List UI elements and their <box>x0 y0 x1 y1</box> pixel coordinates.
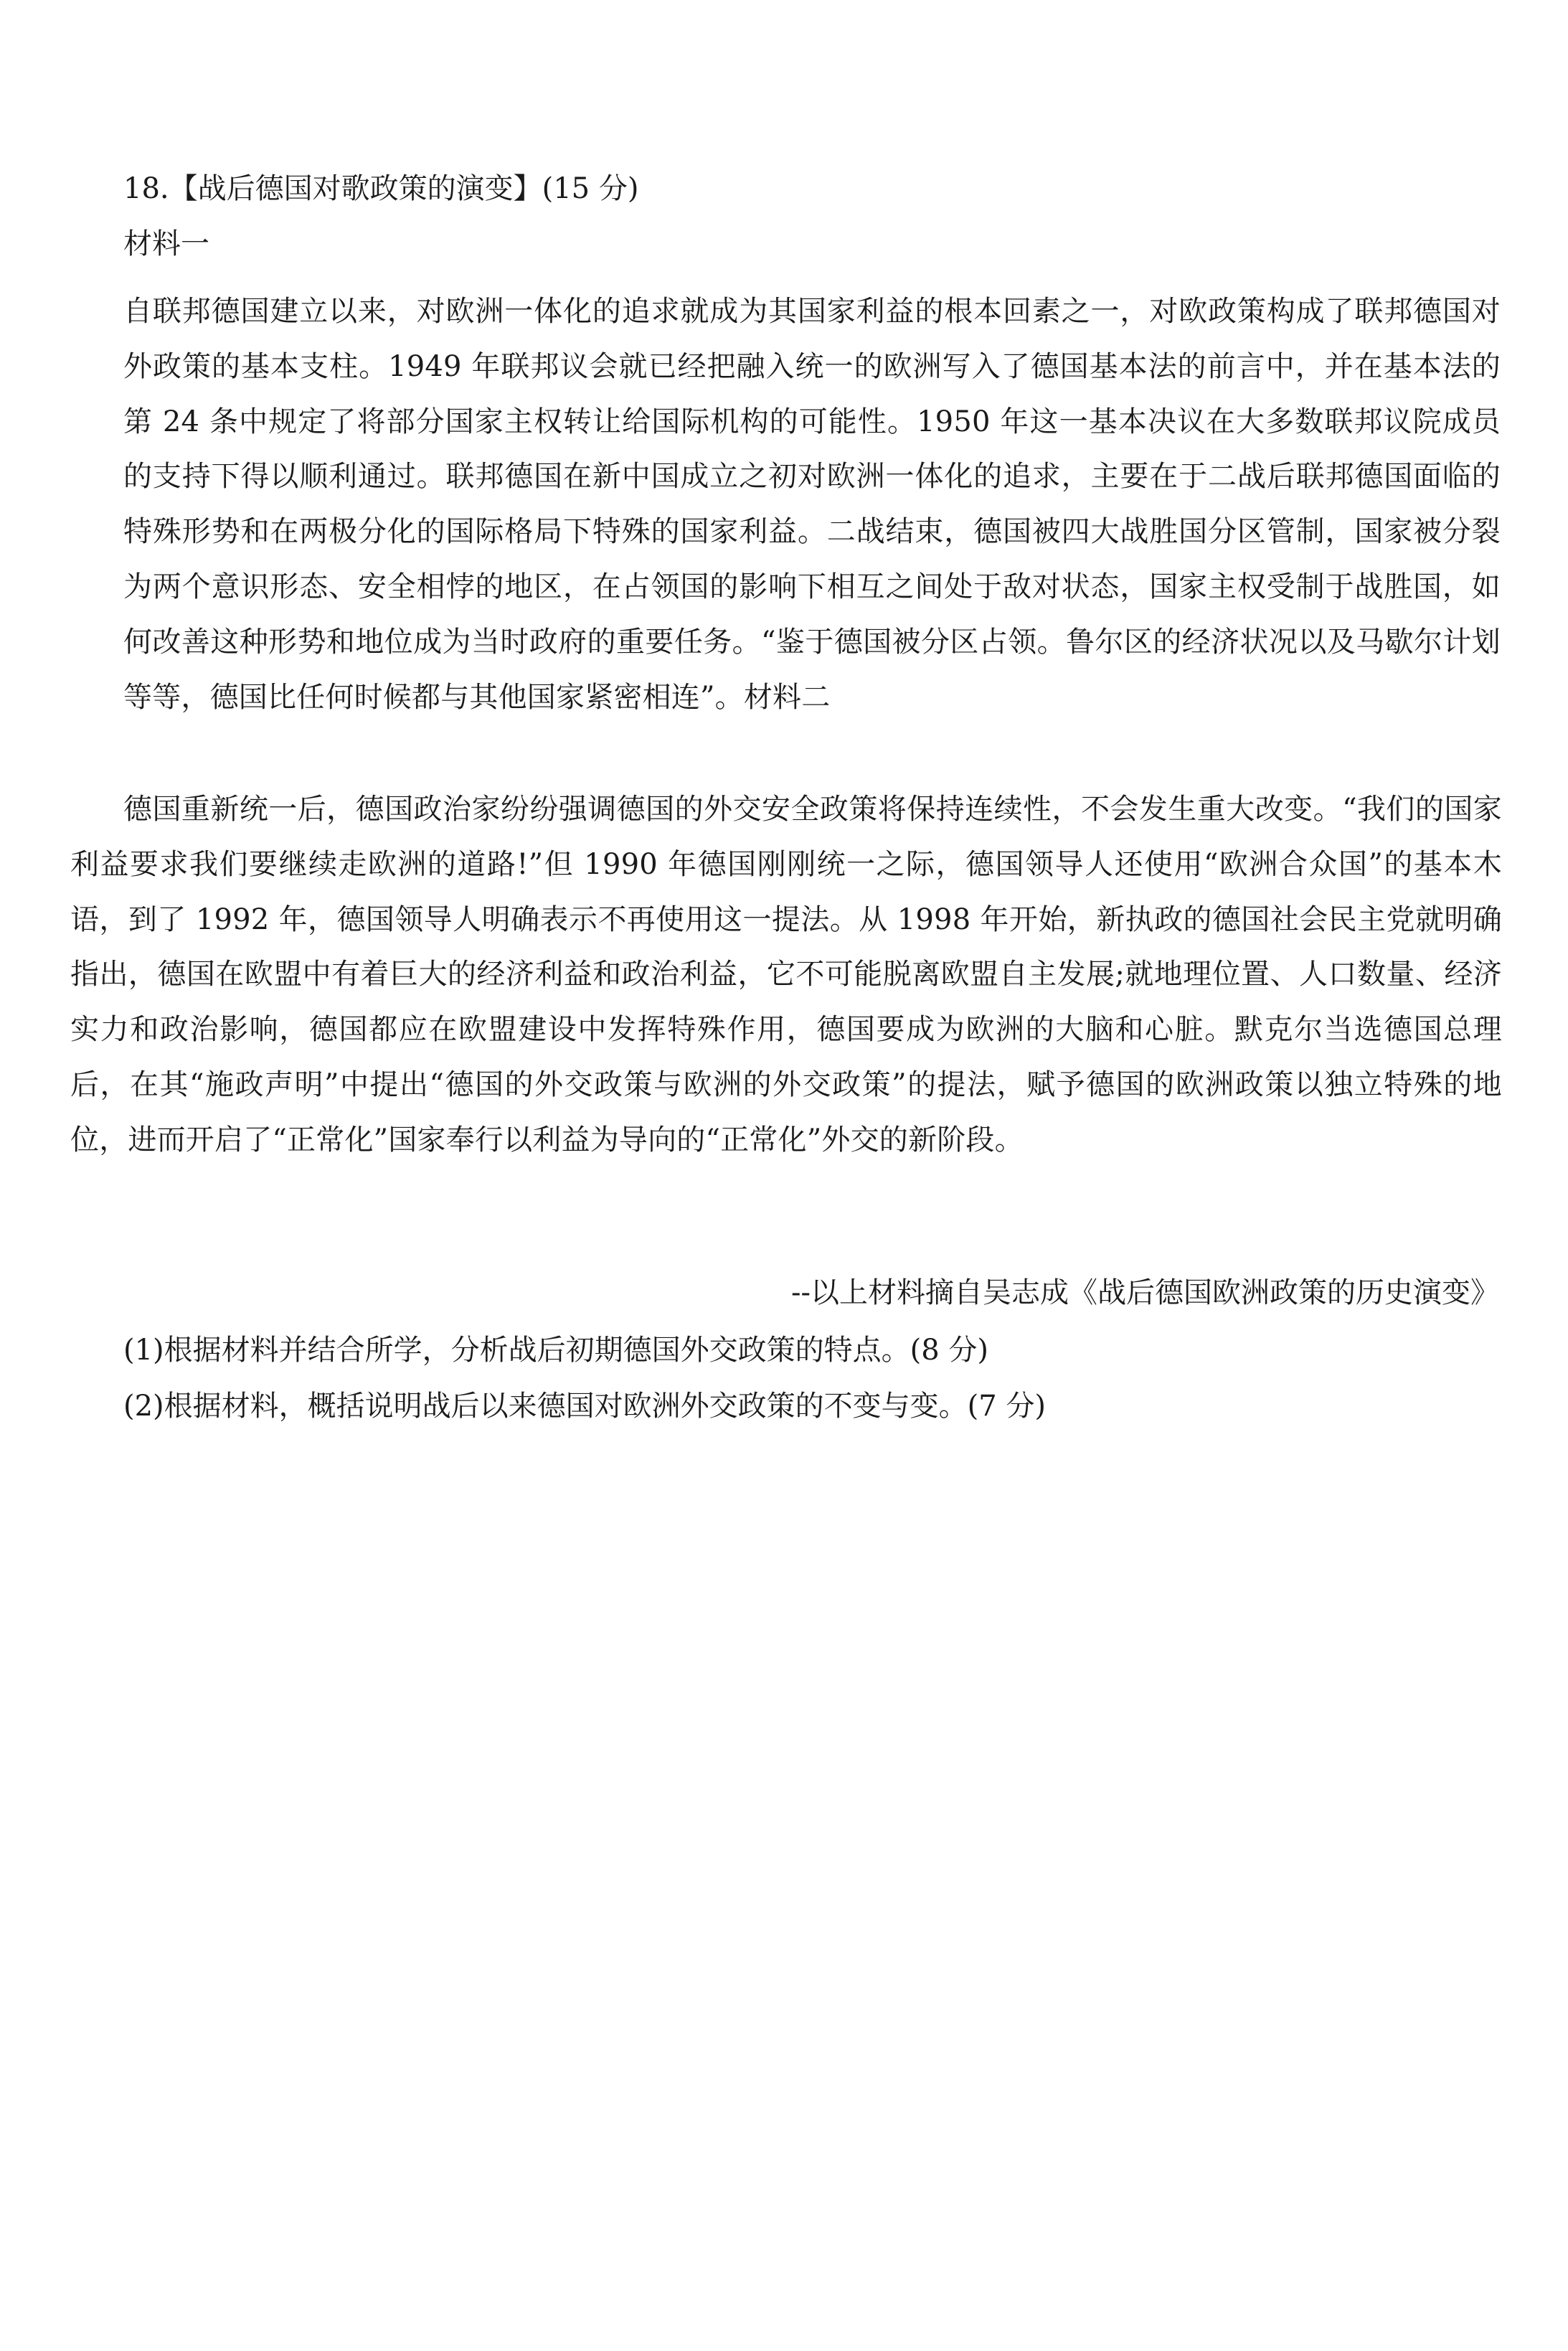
sub-question-1: (1)根据材料并结合所学，分析战后初期德国外交政策的特点。(8 分) <box>123 1334 989 1367</box>
material-1-label: 材料一 <box>123 227 209 260</box>
question-title: 18.【战后德国对歌政策的演变】(15 分) <box>123 172 639 205</box>
sub-question-2: (2)根据材料，概括说明战后以来德国对欧洲外交政策的不变与变。(7 分) <box>123 1390 1047 1423</box>
material-2-paragraph: 德国重新统一后，德国政治家纷纷强调德国的外交安全政策将保持连续性，不会发生重大改变。“我们的国家利益要求我们要继续走欧洲的道路!”但 1990 年德国刚刚统一之际，德国领导人还使用“欧洲合众国”的基本木语，到了 1992 年，德国领导人明确表示不再使用这一提法。从 1998 年开始，新执政的德国社会民主党就明确指出，德国在欧盟中有着巨大的经济利益和政治利益，它不可能脱离欧盟自主发展;就地理位置、人口数量、经济实力和政治影响，德国都应在欧盟建设中发挥特殊作用，德国要成为欧洲的大脑和心脏。默克尔当选德国总理后，在其“施政声明”中提出“德国的外交政策与欧洲的外交政策”的提法，赋予德国的欧洲政策以独立特殊的地位，进而开启了“正常化”国家奉行以利益为导向的“正常化”外交的新阶段。 <box>70 793 1502 1156</box>
source-citation: --以上材料摘自吴志成《战后德国欧洲政策的历史演变》 <box>790 1276 1499 1309</box>
material-1-paragraph: 自联邦德国建立以来，对欧洲一体化的追求就成为其国家利益的根本回素之一，对欧政策构成了联邦德国对外政策的基本支柱。1949 年联邦议会就已经把融入统一的欧洲写入了德国基本法的前言中，并在基本法的第 24 条中规定了将部分国家主权转让给国际机构的可能性。1950 年这一基本决议在大多数联邦议院成员的支持下得以顺利通过。联邦德国在新中国成立之初对欧洲一体化的追求，主要在于二战后联邦德国面临的特殊形势和在两极分化的国际格局下特殊的国家利益。二战结束，德国被四大战胜国分区管制，国家被分裂为两个意识形态、安全相悖的地区，在占领国的影响下相互之间处于敌对状态，国家主权受制于战胜国，如何改善这种形势和地位成为当时政府的重要任务。“鉴于德国被分区占领。鲁尔区的经济状况以及马歇尔计划等等，德国比任何时候都与其他国家紧密相连”。材料二 <box>123 295 1501 714</box>
